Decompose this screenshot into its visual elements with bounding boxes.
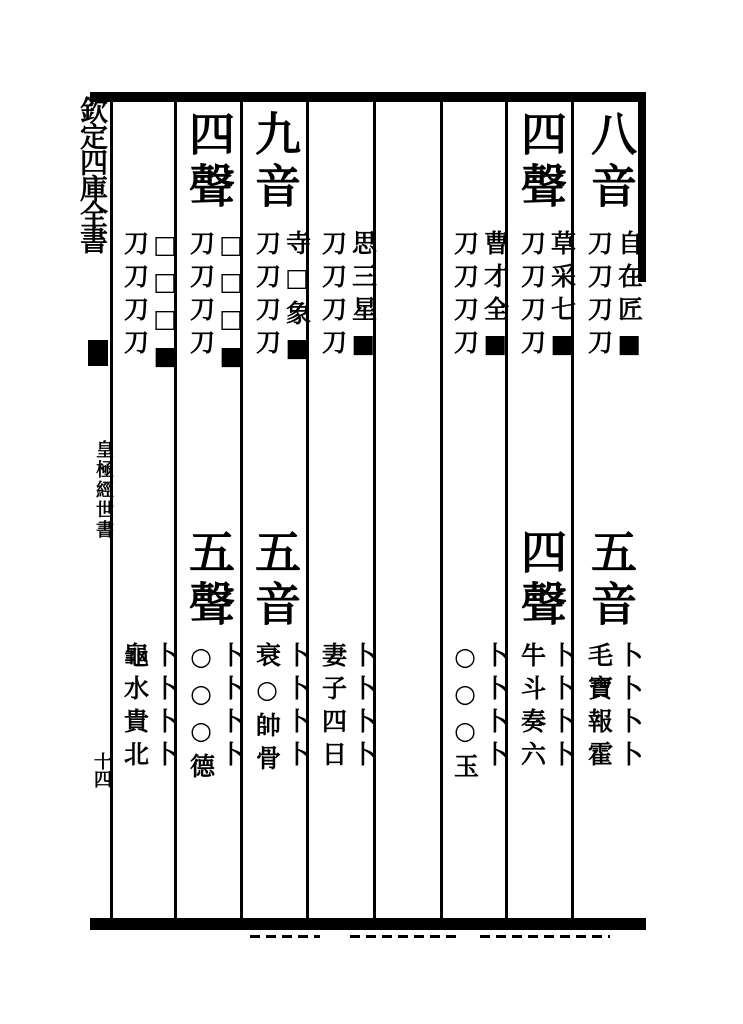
column-heading: 八音 (584, 110, 638, 214)
column-heading: 九音 (248, 110, 302, 214)
lower-cells: ○○○德 (186, 642, 216, 786)
lower-cells: 毛寶報霍 (584, 642, 614, 774)
lower-cells: 卜卜卜卜 (282, 642, 312, 774)
upper-cells: 草采七■ (547, 230, 577, 366)
column-heading: 五音 (248, 528, 302, 632)
upper-cells: 刀刀刀刀 (584, 230, 614, 362)
book-title: 欽定四庫全書 (76, 96, 109, 252)
column-rule (373, 96, 376, 918)
lower-cells: 龜水貴北 (120, 642, 150, 774)
folio-number: 十四 (91, 752, 112, 788)
upper-cells: 思三星■ (348, 230, 378, 366)
upper-cells: 刀刀刀刀 (186, 230, 216, 362)
column-rule (240, 96, 243, 918)
bottom-ornament (250, 935, 320, 938)
lower-cells: 卜卜卜卜 (216, 642, 246, 774)
upper-cells: □□□■ (150, 230, 180, 378)
column-heading: 五聲 (182, 528, 236, 632)
column-rule (174, 96, 177, 918)
column-heading: 五音 (584, 528, 638, 632)
upper-cells: 寺□象■ (282, 230, 312, 370)
upper-cells: 刀刀刀刀 (252, 230, 282, 362)
lower-cells: ○○○玉 (450, 642, 480, 786)
upper-cells: 自在匠■ (614, 230, 644, 366)
upper-cells: 刀刀刀刀 (517, 230, 547, 362)
column-rule (505, 96, 508, 918)
bottom-ornament (480, 935, 610, 938)
lower-cells: 衰○帥骨 (252, 642, 282, 778)
column-heading: 四聲 (182, 110, 236, 214)
column-rule (306, 96, 309, 918)
lower-cells: 卜卜卜卜 (547, 642, 577, 774)
fishtail-mark (88, 340, 108, 366)
bottom-border (90, 918, 646, 930)
volume-tag: 皇極經世書 (93, 440, 114, 540)
lower-cells: 卜卜卜卜 (614, 642, 644, 774)
upper-cells: □□□■ (216, 230, 246, 378)
lower-cells: 卜卜卜卜 (480, 642, 510, 774)
column-heading: 四聲 (514, 528, 568, 632)
upper-cells: 刀刀刀刀 (318, 230, 348, 362)
upper-cells: 刀刀刀刀 (450, 230, 480, 362)
lower-cells: 卜卜卜卜 (150, 642, 180, 774)
bottom-ornament (350, 935, 460, 938)
lower-cells: 妻子四日 (318, 642, 348, 774)
upper-cells: 刀刀刀刀 (120, 230, 150, 362)
column-heading: 四聲 (514, 110, 568, 214)
upper-cells: 曹才全■ (480, 230, 510, 366)
lower-cells: 卜卜卜卜 (348, 642, 378, 774)
column-rule (440, 96, 443, 918)
lower-cells: 牛斗奏六 (517, 642, 547, 774)
column-rule (571, 96, 574, 918)
